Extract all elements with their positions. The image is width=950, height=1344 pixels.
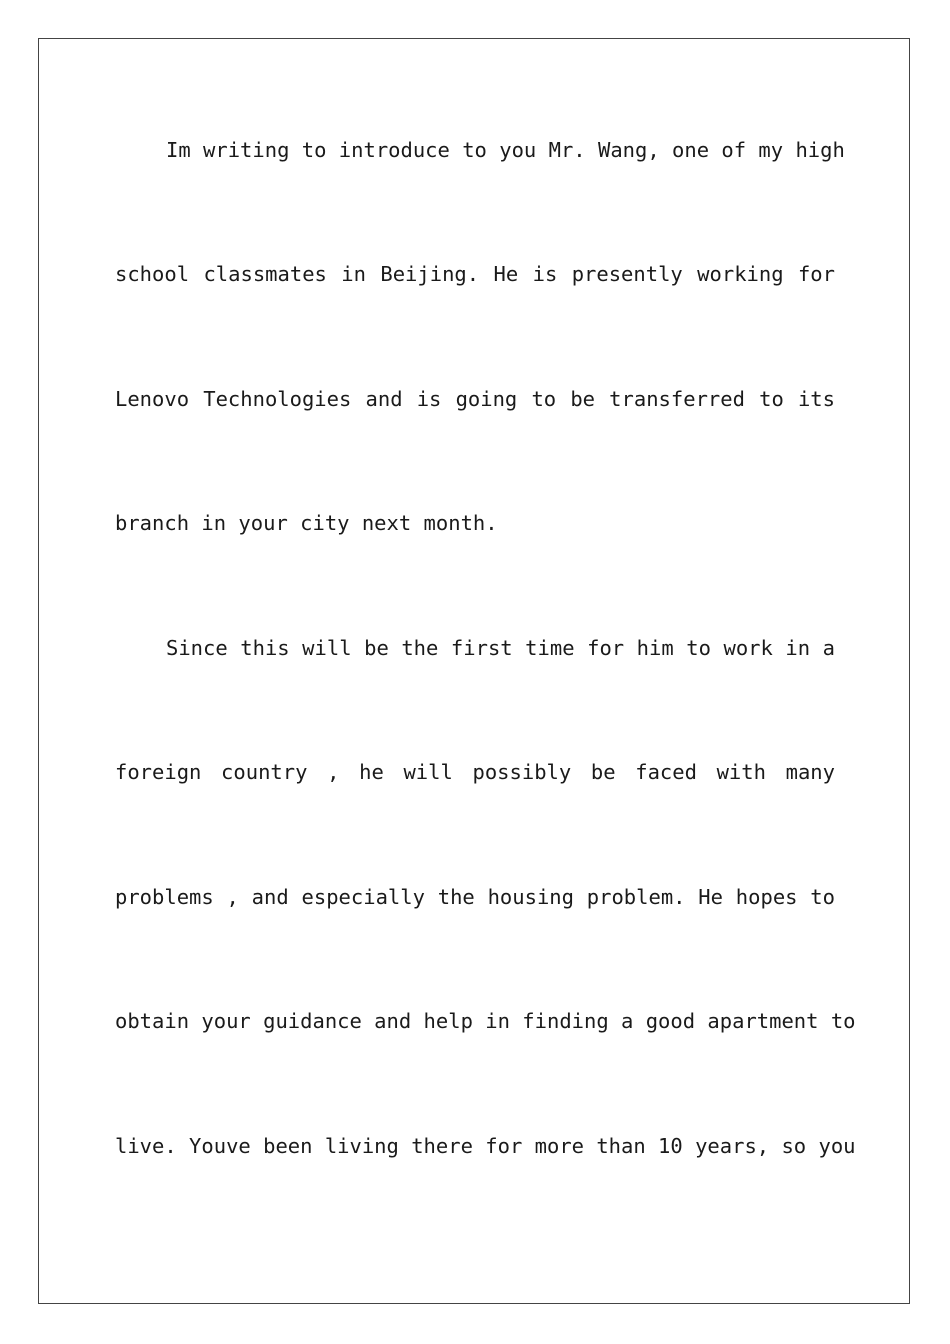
- text-line: live. Youve been living there for more than 10 years, so you: [115, 1134, 856, 1158]
- text-line: problems , and especially the housing problem. He hopes to: [115, 885, 835, 909]
- text-line: Im writing to introduce to you Mr. Wang, one of my high: [166, 138, 845, 162]
- text-line: obtain your guidance and help in finding a good apartment to: [115, 1009, 856, 1033]
- text-line: Lenovo Technologies and is going to be transferred to its: [115, 387, 835, 411]
- text-line: foreign country , he will possibly be faced with many: [115, 760, 835, 784]
- text-line: Since this will be the first time for him to work in a: [166, 636, 835, 660]
- page-frame: [38, 38, 910, 1304]
- text-line: school classmates in Beijing. He is presently working for: [115, 262, 835, 286]
- text-line: branch in your city next month.: [115, 511, 498, 535]
